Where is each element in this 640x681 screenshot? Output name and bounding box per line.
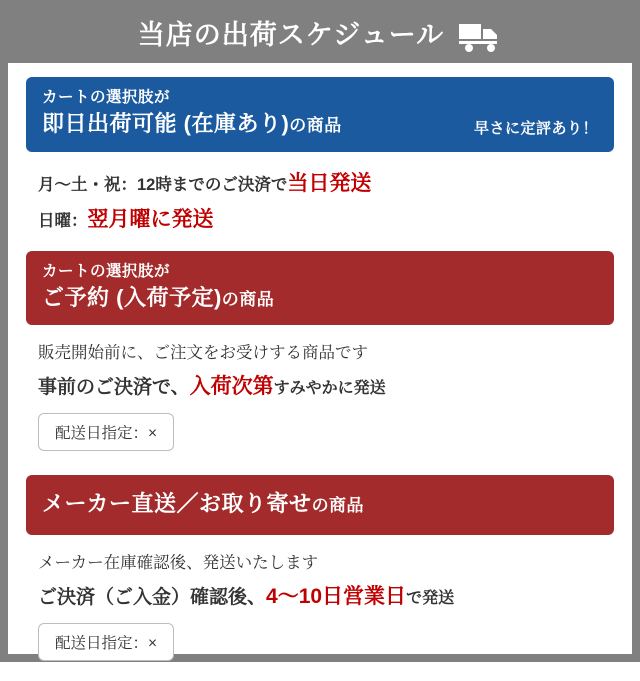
banner-note: 早さに定評あり！ <box>473 119 598 137</box>
rule-lead-text: ご決済（ご入金）確認後、 <box>38 586 267 608</box>
shipping-rule-row <box>38 371 602 404</box>
banner-main-label <box>42 283 598 313</box>
content-area <box>8 63 632 681</box>
rule-highlight-text: 翌月曜に発送 <box>87 208 214 232</box>
banner-main-suffix: の商品 <box>311 496 365 516</box>
rule-tail-text: すみやかに発送 <box>273 379 386 397</box>
rule-lead-text: 事前のご決済で、 <box>38 376 190 398</box>
banner-main-text: メーカー直送／お取り寄せ <box>42 491 312 517</box>
rule-lead-text: 日曜： <box>38 212 88 231</box>
shipping-rule-row <box>38 341 602 367</box>
shipping-rule-row <box>38 581 602 614</box>
rule-lead-text: 販売開始前に、ご注文をお受けする商品です <box>38 344 368 363</box>
shipping-rule-row <box>38 168 602 201</box>
banner-main-suffix: の商品 <box>221 289 275 309</box>
banner-small-label: カートの選択肢が <box>42 89 171 106</box>
section-banner-dropship <box>26 475 614 535</box>
shipping-rule-row <box>38 204 602 237</box>
banner-main-suffix: の商品 <box>289 115 342 135</box>
section-rows-instock <box>26 152 614 251</box>
banner-main-label <box>42 489 598 519</box>
section-rows-dropship <box>26 535 614 671</box>
rule-highlight-text: 4～10日営業日 <box>266 584 407 608</box>
delivery-truck-icon <box>458 20 502 52</box>
rule-lead-text: メーカー在庫確認後、発送いたします <box>38 554 319 573</box>
rule-lead-text: 月～土・祝：12時までのご決済で <box>38 175 288 194</box>
banner-main-text: 即日出荷可能 (在庫あり) <box>42 110 290 136</box>
section-rows-preorder <box>26 325 614 461</box>
page-header <box>8 8 632 63</box>
delivery-date-badge: 配送日指定：× <box>38 623 174 661</box>
section-banner-preorder <box>26 251 614 326</box>
section-banner-instock <box>26 77 614 152</box>
banner-main-text: ご予約 (入荷予定) <box>42 284 222 310</box>
delivery-date-badge: 配送日指定：× <box>38 413 174 451</box>
rule-highlight-text: 当日発送 <box>287 171 372 195</box>
page-title: 当店の出荷スケジュール <box>137 20 445 50</box>
rule-tail-text: で発送 <box>406 589 455 607</box>
rule-highlight-text: 入荷次第 <box>189 374 274 398</box>
shipping-rule-row <box>38 551 602 577</box>
banner-small-label: カートの選択肢が <box>42 262 171 280</box>
